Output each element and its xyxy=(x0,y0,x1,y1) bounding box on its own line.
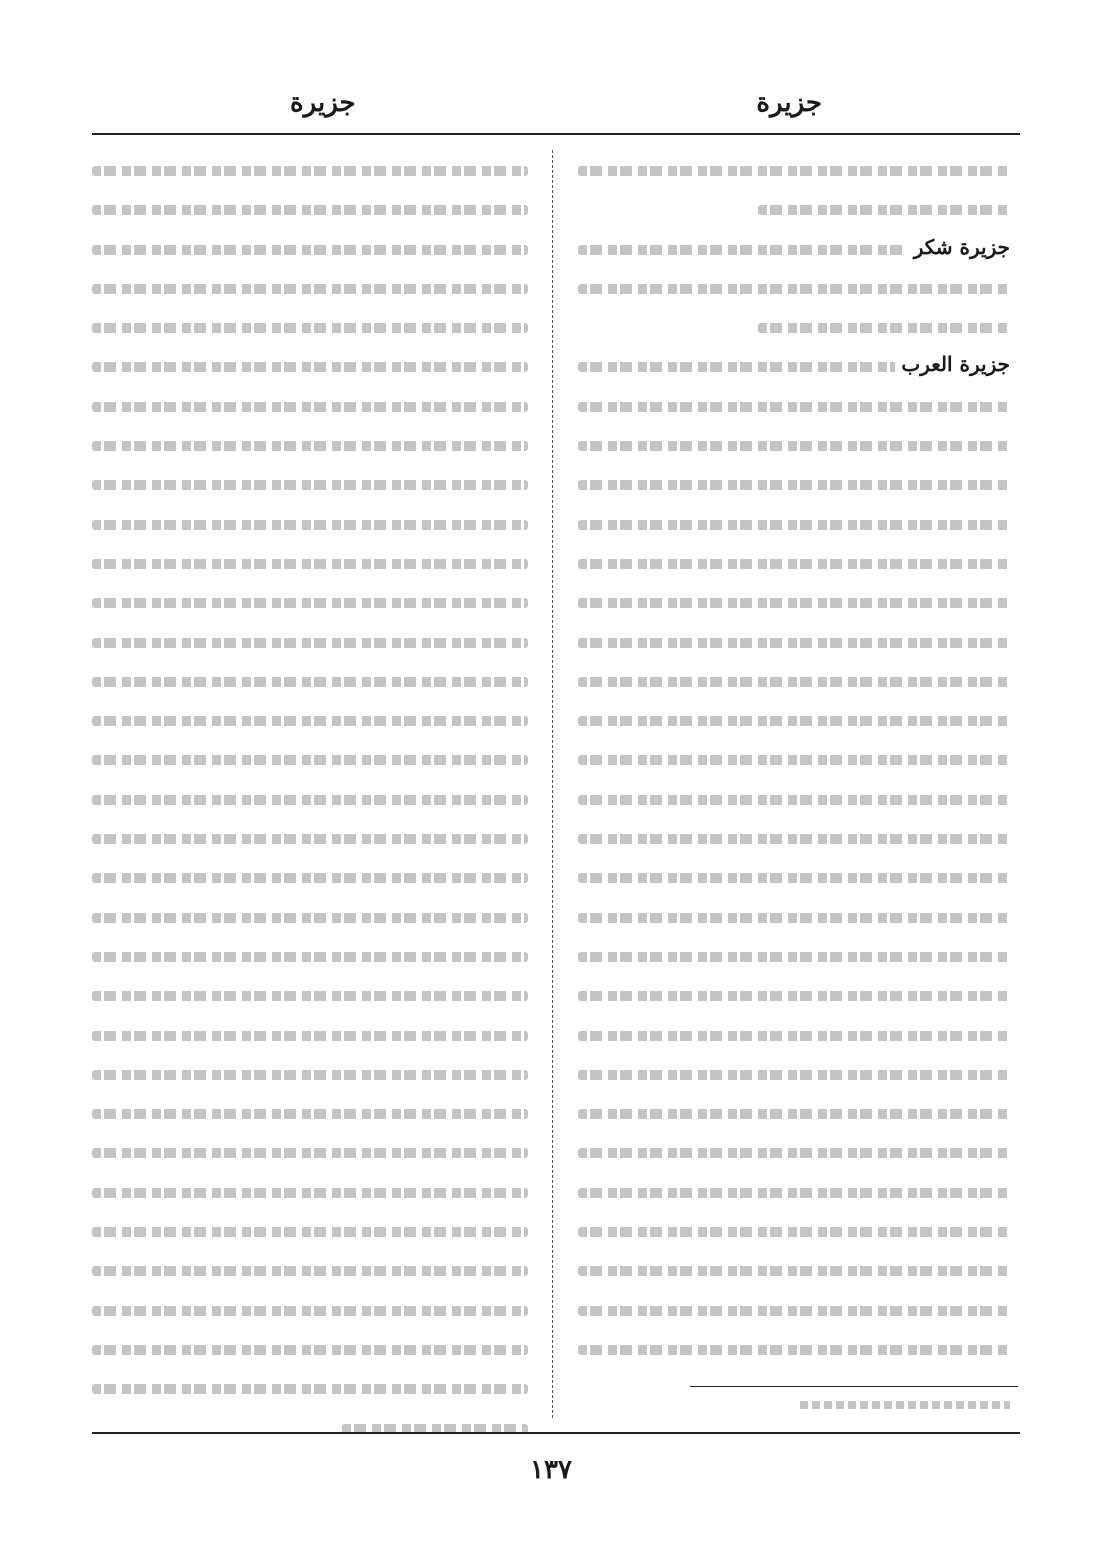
entry-heading-shukr: جزيرة شكر xyxy=(908,235,1010,259)
header-rule xyxy=(92,133,1020,135)
left-column-text xyxy=(92,152,528,1417)
running-header-right: جزيرة xyxy=(756,88,822,118)
page-number: ١٣٧ xyxy=(530,1455,572,1485)
footnote xyxy=(710,1394,1010,1416)
footer-rule xyxy=(92,1432,1020,1434)
right-column-text xyxy=(578,152,1010,1377)
running-header-left: جزيرة xyxy=(290,88,356,118)
column-divider xyxy=(552,150,554,1418)
footnote-rule xyxy=(690,1386,1018,1387)
entry-heading-arab: جزيرة العرب xyxy=(895,352,1010,376)
